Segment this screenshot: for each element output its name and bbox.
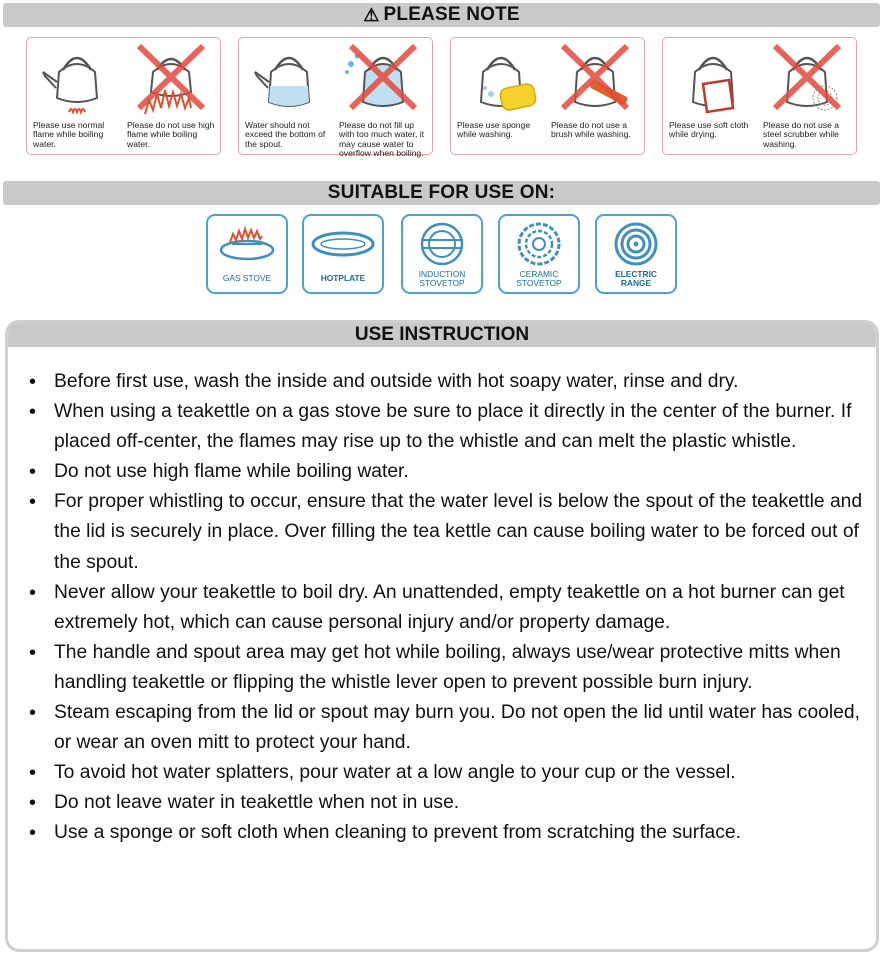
note-forbidden-high-flame [123, 38, 219, 156]
note-forbidden-steel-scrubber [759, 38, 855, 156]
electric-range-icon [601, 220, 671, 268]
use-label: GAS STOVE [222, 273, 272, 283]
electric-range-item [595, 214, 677, 294]
suitable-header [3, 181, 880, 205]
use-label: RANGE [620, 278, 652, 288]
kettle-brush-icon [555, 42, 635, 118]
please-note-cards [26, 37, 860, 157]
instruction-item: • When using a teakettle on a gas stove be sure to place it directly in the center of the burner. If placed off-center, the flames may rise up to the whistle and can melt the plastic whistle. [26, 397, 866, 457]
kettle-water-level-icon [249, 42, 329, 118]
instruction-item: • To avoid hot water splatters, pour water at a low angle to your cup or the vessel. [26, 758, 866, 788]
note-caption: Please do not use a brush while washing. [551, 120, 631, 140]
use-label: INDUCTION [418, 269, 466, 279]
note-card-flame [26, 37, 221, 155]
use-label: STOVETOP [516, 278, 562, 288]
kettle-sponge-icon [461, 42, 541, 118]
note-allowed-sponge [453, 38, 549, 156]
please-note-title: PLEASE NOTE [383, 4, 520, 25]
use-instruction-title: USE INSTRUCTION [354, 324, 530, 345]
kettle-normal-flame-icon [37, 42, 117, 118]
kettle-high-flame-icon [131, 42, 211, 118]
kettle-overflow-icon [343, 42, 423, 118]
use-label: CERAMIC [519, 269, 559, 279]
note-allowed-normal-flame [29, 38, 125, 156]
suitable-icons [206, 214, 686, 298]
hotplate-item [302, 214, 384, 294]
note-caption: Please use normal flame while boiling water. [33, 120, 105, 149]
instruction-item: • Steam escaping from the lid or spout may burn you. Do not open the lid until water has cooled, or wear an oven mitt to protect your hand. [26, 698, 866, 758]
instruction-item: • Do not leave water in teakettle when not in use. [26, 788, 866, 818]
note-caption: Please use sponge while washing. [457, 120, 531, 140]
suitable-title: SUITABLE FOR USE ON: [327, 182, 556, 203]
warning-triangle-icon: ⚠ [363, 4, 380, 25]
use-label: STOVETOP [419, 278, 465, 288]
note-card-washing [450, 37, 645, 155]
instruction-item: • Never allow your teakettle to boil dry. An unattended, empty teakettle on a hot burner can get extremely hot, which can cause personal injury and/or property damage. [26, 578, 866, 638]
instruction-item: • Use a sponge or soft cloth when cleaning to prevent from scratching the surface. [26, 818, 866, 848]
note-card-water-level [238, 37, 433, 159]
induction-stovetop-item [401, 214, 483, 294]
gas-stove-item [206, 214, 288, 294]
note-card-drying [662, 37, 857, 155]
instruction-item: • Before first use, wash the inside and outside with hot soapy water, rinse and dry. [26, 367, 866, 397]
note-caption: Water should not exceed the bottom of the spout. [245, 120, 326, 149]
kettle-steel-scrubber-icon [767, 42, 847, 118]
note-caption: Please do not use a steel scrubber while washing. [763, 120, 839, 149]
note-forbidden-overfill [335, 38, 431, 159]
note-caption: Please use soft cloth while drying. [669, 120, 749, 140]
kettle-soft-cloth-icon [673, 42, 753, 118]
induction-stovetop-icon [407, 220, 477, 268]
note-caption: Please do not fill up with too much water, it may cause water to overflow when boiling. [339, 120, 425, 159]
use-label: HOTPLATE [320, 273, 366, 283]
note-forbidden-brush [547, 38, 643, 156]
please-note-header [3, 3, 880, 27]
instruction-item: • The handle and spout area may get hot while boiling, always use/wear protective mitts when handling teakettle or flipping the whistle lever open to prevent possible burn injury. [26, 638, 866, 698]
ceramic-stovetop-item [498, 214, 580, 294]
instruction-list [26, 367, 866, 849]
instruction-item: • For proper whistling to occur, ensure that the water level is below the spout of the teakettle and the lid is securely in place. Over filling the tea kettle can cause boiling water to be forced out of the spout. [26, 487, 866, 577]
instruction-item: • Do not use high flame while boiling water. [26, 457, 866, 487]
gas-stove-icon [212, 220, 282, 268]
use-label: ELECTRIC [615, 269, 657, 279]
note-allowed-soft-cloth [665, 38, 761, 156]
hotplate-icon [308, 220, 378, 268]
note-caption: Please do not use high flame while boiling water. [127, 120, 215, 149]
note-allowed-water-level [241, 38, 337, 156]
use-instruction-header [8, 323, 876, 347]
use-instruction-panel [5, 320, 879, 952]
ceramic-stovetop-icon [504, 220, 574, 268]
